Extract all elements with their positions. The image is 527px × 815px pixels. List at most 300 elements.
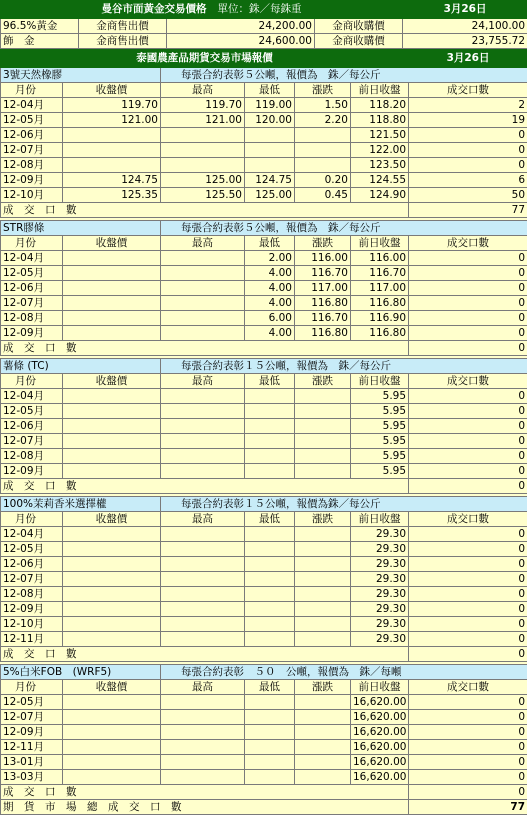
month-cell: 12-07月 <box>1 143 63 158</box>
prev-close-cell: 118.80 <box>351 113 409 128</box>
table-row <box>1 311 527 326</box>
prev-close-cell: 117.00 <box>351 281 409 296</box>
month-cell: 12-09月 <box>1 602 63 617</box>
low-cell <box>245 449 295 464</box>
prev-close-cell: 29.30 <box>351 542 409 557</box>
prev-close-cell: 16,620.00 <box>351 770 409 785</box>
volume-cell: 0 <box>409 281 527 296</box>
change-cell <box>295 128 351 143</box>
month-cell: 12-11月 <box>1 740 63 755</box>
prev-close-cell: 5.95 <box>351 464 409 479</box>
volume-cell: 0 <box>409 617 527 632</box>
volume-cell: 0 <box>409 740 527 755</box>
high-cell <box>161 434 245 449</box>
month-cell: 12-04月 <box>1 251 63 266</box>
low-cell: 4.00 <box>245 296 295 311</box>
gold-sell-label: 金商售出價 <box>79 19 167 34</box>
month-cell: 12-08月 <box>1 311 63 326</box>
high-cell <box>161 740 245 755</box>
section-total-value: 0 <box>409 341 527 356</box>
prev-close-cell: 16,620.00 <box>351 740 409 755</box>
low-header: 最低 <box>245 374 295 389</box>
table-row <box>1 173 527 188</box>
prev-close-cell: 29.30 <box>351 602 409 617</box>
month-cell: 12-04月 <box>1 98 63 113</box>
high-header: 最高 <box>161 680 245 695</box>
contract-note: 每張合約表彰５公噸，報價為 銖／每公斤 <box>161 68 527 83</box>
section-total-value: 0 <box>409 647 527 662</box>
low-cell: 124.75 <box>245 173 295 188</box>
month-header: 月份 <box>1 512 63 527</box>
low-cell: 4.00 <box>245 326 295 341</box>
month-cell: 12-07月 <box>1 296 63 311</box>
low-cell <box>245 389 295 404</box>
prev-close-cell: 118.20 <box>351 98 409 113</box>
high-cell <box>161 617 245 632</box>
prev-close-cell: 116.80 <box>351 326 409 341</box>
prev-close-cell: 124.90 <box>351 188 409 203</box>
close-header: 收盤價 <box>63 236 161 251</box>
table-row <box>1 602 527 617</box>
close-header: 收盤價 <box>63 83 161 98</box>
high-cell <box>161 542 245 557</box>
close-cell <box>63 143 161 158</box>
low-cell: 119.00 <box>245 98 295 113</box>
month-cell: 12-10月 <box>1 188 63 203</box>
low-cell <box>245 572 295 587</box>
high-cell <box>161 572 245 587</box>
close-cell <box>63 770 161 785</box>
prev-close-cell: 29.30 <box>351 617 409 632</box>
close-cell <box>63 434 161 449</box>
table-row <box>1 755 527 770</box>
month-cell: 12-09月 <box>1 725 63 740</box>
close-cell <box>63 587 161 602</box>
low-cell: 6.00 <box>245 311 295 326</box>
high-cell <box>161 389 245 404</box>
month-cell: 12-07月 <box>1 572 63 587</box>
grand-total-label: 期 貨 市 場 總 成 交 口 數 <box>1 800 409 815</box>
section-header <box>1 497 527 512</box>
month-cell: 12-07月 <box>1 434 63 449</box>
low-cell: 120.00 <box>245 113 295 128</box>
volume-cell: 0 <box>409 710 527 725</box>
volume-cell: 0 <box>409 557 527 572</box>
table-row <box>1 695 527 710</box>
low-cell: 125.00 <box>245 188 295 203</box>
volume-cell: 0 <box>409 326 527 341</box>
low-cell <box>245 128 295 143</box>
section-total-value: 0 <box>409 785 527 800</box>
gold-sell-price: 24,200.00 <box>167 19 315 34</box>
month-cell: 12-06月 <box>1 128 63 143</box>
close-header: 收盤價 <box>63 680 161 695</box>
change-cell <box>295 143 351 158</box>
change-cell <box>295 527 351 542</box>
gold-price-table <box>0 0 527 49</box>
grand-total-row <box>1 800 527 815</box>
volume-cell: 0 <box>409 311 527 326</box>
month-cell: 12-05月 <box>1 266 63 281</box>
high-cell <box>161 587 245 602</box>
change-cell <box>295 617 351 632</box>
section-total-row <box>1 479 527 494</box>
section-header <box>1 359 527 374</box>
table-row <box>1 98 527 113</box>
high-cell: 125.50 <box>161 188 245 203</box>
prev-close-cell: 29.30 <box>351 557 409 572</box>
change-cell: 117.00 <box>295 281 351 296</box>
high-header: 最高 <box>161 512 245 527</box>
prev-close-cell: 116.70 <box>351 266 409 281</box>
prev-close-cell: 5.95 <box>351 404 409 419</box>
change-cell: 2.20 <box>295 113 351 128</box>
low-cell <box>245 404 295 419</box>
close-cell <box>63 527 161 542</box>
close-cell: 124.75 <box>63 173 161 188</box>
close-cell <box>63 251 161 266</box>
low-cell: 4.00 <box>245 266 295 281</box>
high-cell: 125.00 <box>161 173 245 188</box>
column-header-row <box>1 236 527 251</box>
change-header: 漲跌 <box>295 83 351 98</box>
section-total-label: 成 交 口 數 <box>1 479 409 494</box>
futures-date: 3月26日 <box>409 50 527 68</box>
volume-cell: 0 <box>409 725 527 740</box>
change-cell: 116.70 <box>295 266 351 281</box>
month-cell: 12-11月 <box>1 632 63 647</box>
table-row <box>1 143 527 158</box>
low-header: 最低 <box>245 83 295 98</box>
table-row <box>1 710 527 725</box>
close-cell <box>63 266 161 281</box>
contract-note: 每張合約表彰５公噸，報價為 銖／每公斤 <box>161 221 527 236</box>
close-cell <box>63 419 161 434</box>
change-cell <box>295 404 351 419</box>
low-header: 最低 <box>245 236 295 251</box>
close-header: 收盤價 <box>63 374 161 389</box>
table-row <box>1 464 527 479</box>
month-cell: 12-05月 <box>1 542 63 557</box>
contract-name: 5%白米FOB (WRF5) <box>1 665 161 680</box>
volume-cell: 0 <box>409 755 527 770</box>
low-cell <box>245 602 295 617</box>
prev-close-cell: 16,620.00 <box>351 755 409 770</box>
high-cell <box>161 311 245 326</box>
gold-buy-price: 23,755.72 <box>403 34 527 49</box>
table-row <box>1 740 527 755</box>
month-cell: 12-05月 <box>1 695 63 710</box>
month-cell: 12-06月 <box>1 419 63 434</box>
table-row <box>1 557 527 572</box>
low-cell <box>245 158 295 173</box>
prev-close-cell: 29.30 <box>351 527 409 542</box>
table-row <box>1 188 527 203</box>
prev-close-cell: 116.80 <box>351 296 409 311</box>
table-row <box>1 326 527 341</box>
low-cell <box>245 770 295 785</box>
low-cell <box>245 557 295 572</box>
volume-cell: 0 <box>409 587 527 602</box>
gold-type: 飾 金 <box>1 34 79 49</box>
change-cell <box>295 632 351 647</box>
volume-cell: 0 <box>409 266 527 281</box>
section-total-label: 成 交 口 數 <box>1 341 409 356</box>
change-cell: 116.70 <box>295 311 351 326</box>
contract-name: 3號天然橡膠 <box>1 68 161 83</box>
prev-close-cell: 123.50 <box>351 158 409 173</box>
volume-cell: 0 <box>409 770 527 785</box>
gold-title-bar <box>1 1 527 19</box>
high-cell <box>161 281 245 296</box>
month-cell: 12-07月 <box>1 710 63 725</box>
prev-close-cell: 16,620.00 <box>351 725 409 740</box>
change-cell <box>295 434 351 449</box>
high-header: 最高 <box>161 236 245 251</box>
futures-title: 泰國農產品期貨交易市場報價 <box>1 50 409 68</box>
change-cell: 116.00 <box>295 251 351 266</box>
month-header: 月份 <box>1 83 63 98</box>
close-cell <box>63 755 161 770</box>
change-header: 漲跌 <box>295 680 351 695</box>
close-cell <box>63 404 161 419</box>
high-cell <box>161 464 245 479</box>
gold-rows <box>1 19 527 49</box>
volume-cell: 0 <box>409 296 527 311</box>
section-total-row <box>1 647 527 662</box>
low-cell <box>245 527 295 542</box>
month-cell: 12-04月 <box>1 527 63 542</box>
close-cell <box>63 740 161 755</box>
high-cell <box>161 419 245 434</box>
change-cell <box>295 710 351 725</box>
gold-unit: 單位：銖／每銖重 <box>218 3 302 15</box>
close-cell <box>63 128 161 143</box>
volume-cell: 6 <box>409 173 527 188</box>
high-cell <box>161 296 245 311</box>
low-cell: 2.00 <box>245 251 295 266</box>
change-cell <box>295 602 351 617</box>
close-cell: 121.00 <box>63 113 161 128</box>
volume-cell: 0 <box>409 143 527 158</box>
table-row <box>1 419 527 434</box>
table-row <box>1 158 527 173</box>
table-row <box>1 113 527 128</box>
prev-close-cell: 29.30 <box>351 587 409 602</box>
high-cell <box>161 158 245 173</box>
table-row <box>1 404 527 419</box>
prev-close-header: 前日收盤 <box>351 236 409 251</box>
gold-buy-label: 金商收購價 <box>315 34 403 49</box>
prev-close-cell: 16,620.00 <box>351 710 409 725</box>
month-cell: 12-10月 <box>1 617 63 632</box>
close-cell <box>63 281 161 296</box>
high-cell <box>161 695 245 710</box>
month-cell: 12-06月 <box>1 281 63 296</box>
change-cell <box>295 725 351 740</box>
month-cell: 13-01月 <box>1 755 63 770</box>
volume-cell: 0 <box>409 464 527 479</box>
high-cell <box>161 725 245 740</box>
column-header-row <box>1 512 527 527</box>
month-header: 月份 <box>1 374 63 389</box>
futures-title-bar <box>1 50 527 68</box>
high-cell <box>161 266 245 281</box>
table-row <box>1 434 527 449</box>
gold-date: 3月26日 <box>403 1 527 19</box>
grand-total-value: 77 <box>409 800 527 815</box>
change-cell: 0.45 <box>295 188 351 203</box>
contract-name: STR膠條 <box>1 221 161 236</box>
high-cell: 121.00 <box>161 113 245 128</box>
prev-close-cell: 5.95 <box>351 434 409 449</box>
volume-cell: 50 <box>409 188 527 203</box>
month-cell: 12-09月 <box>1 326 63 341</box>
gold-row <box>1 19 527 34</box>
month-cell: 12-05月 <box>1 404 63 419</box>
change-cell: 1.50 <box>295 98 351 113</box>
section-total-label: 成 交 口 數 <box>1 203 409 218</box>
gold-title: 曼谷市面黃金交易價格 <box>102 3 207 15</box>
month-cell: 12-06月 <box>1 557 63 572</box>
high-cell <box>161 557 245 572</box>
prev-close-cell: 121.50 <box>351 128 409 143</box>
month-cell: 12-05月 <box>1 113 63 128</box>
volume-cell: 0 <box>409 404 527 419</box>
close-cell <box>63 389 161 404</box>
volume-header: 成交口數 <box>409 680 527 695</box>
month-cell: 13-03月 <box>1 770 63 785</box>
table-row <box>1 296 527 311</box>
change-cell <box>295 755 351 770</box>
prev-close-cell: 116.90 <box>351 311 409 326</box>
volume-cell: 2 <box>409 98 527 113</box>
volume-cell: 0 <box>409 572 527 587</box>
close-cell <box>63 710 161 725</box>
gold-sell-price: 24,600.00 <box>167 34 315 49</box>
volume-cell: 0 <box>409 449 527 464</box>
month-cell: 12-09月 <box>1 464 63 479</box>
prev-close-header: 前日收盤 <box>351 83 409 98</box>
futures-body <box>1 68 527 800</box>
change-header: 漲跌 <box>295 236 351 251</box>
change-cell: 116.80 <box>295 296 351 311</box>
high-cell <box>161 770 245 785</box>
volume-header: 成交口數 <box>409 236 527 251</box>
volume-cell: 0 <box>409 251 527 266</box>
gold-sell-label: 金商售出價 <box>79 34 167 49</box>
close-cell <box>63 632 161 647</box>
table-row <box>1 251 527 266</box>
close-cell <box>63 464 161 479</box>
prev-close-cell: 29.30 <box>351 572 409 587</box>
volume-header: 成交口數 <box>409 83 527 98</box>
prev-close-cell: 16,620.00 <box>351 695 409 710</box>
change-cell <box>295 449 351 464</box>
month-header: 月份 <box>1 680 63 695</box>
month-cell: 12-08月 <box>1 587 63 602</box>
volume-cell: 0 <box>409 389 527 404</box>
close-cell <box>63 158 161 173</box>
contract-note: 每張合約表彰１５公噸，報價為銖／每公斤 <box>161 497 527 512</box>
column-header-row <box>1 83 527 98</box>
change-cell <box>295 464 351 479</box>
change-cell <box>295 419 351 434</box>
change-cell <box>295 158 351 173</box>
change-cell: 116.80 <box>295 326 351 341</box>
low-cell <box>245 587 295 602</box>
close-cell <box>63 617 161 632</box>
section-total-row <box>1 341 527 356</box>
table-row <box>1 128 527 143</box>
prev-close-cell: 116.00 <box>351 251 409 266</box>
prev-close-cell: 5.95 <box>351 449 409 464</box>
gold-buy-label: 金商收購價 <box>315 19 403 34</box>
low-cell <box>245 740 295 755</box>
section-total-label: 成 交 口 數 <box>1 785 409 800</box>
contract-name: 100%茉莉香米選擇權 <box>1 497 161 512</box>
close-cell <box>63 695 161 710</box>
close-cell <box>63 326 161 341</box>
prev-close-header: 前日收盤 <box>351 374 409 389</box>
high-cell <box>161 602 245 617</box>
low-cell <box>245 542 295 557</box>
change-cell <box>295 695 351 710</box>
close-cell: 125.35 <box>63 188 161 203</box>
change-cell <box>295 587 351 602</box>
table-row <box>1 542 527 557</box>
volume-cell: 0 <box>409 128 527 143</box>
change-header: 漲跌 <box>295 374 351 389</box>
volume-header: 成交口數 <box>409 512 527 527</box>
volume-cell: 0 <box>409 632 527 647</box>
high-cell <box>161 449 245 464</box>
month-cell: 12-04月 <box>1 389 63 404</box>
close-cell <box>63 572 161 587</box>
high-cell <box>161 326 245 341</box>
change-cell <box>295 389 351 404</box>
contract-note: 每張合約表彰１５公噸，報價為 銖／每公斤 <box>161 359 527 374</box>
section-header <box>1 221 527 236</box>
low-cell <box>245 464 295 479</box>
change-cell <box>295 542 351 557</box>
section-total-value: 0 <box>409 479 527 494</box>
section-total-row <box>1 203 527 218</box>
volume-cell: 0 <box>409 542 527 557</box>
high-cell <box>161 251 245 266</box>
table-row <box>1 389 527 404</box>
futures-table <box>0 49 527 815</box>
close-cell <box>63 449 161 464</box>
gold-row <box>1 34 527 49</box>
change-cell <box>295 770 351 785</box>
table-row <box>1 281 527 296</box>
table-row <box>1 527 527 542</box>
change-cell <box>295 557 351 572</box>
close-cell: 119.70 <box>63 98 161 113</box>
high-cell <box>161 527 245 542</box>
month-cell: 12-08月 <box>1 158 63 173</box>
high-cell: 119.70 <box>161 98 245 113</box>
volume-cell: 19 <box>409 113 527 128</box>
high-cell <box>161 128 245 143</box>
low-cell <box>245 419 295 434</box>
table-row <box>1 770 527 785</box>
table-row <box>1 617 527 632</box>
month-header: 月份 <box>1 236 63 251</box>
section-total-row <box>1 785 527 800</box>
close-cell <box>63 725 161 740</box>
